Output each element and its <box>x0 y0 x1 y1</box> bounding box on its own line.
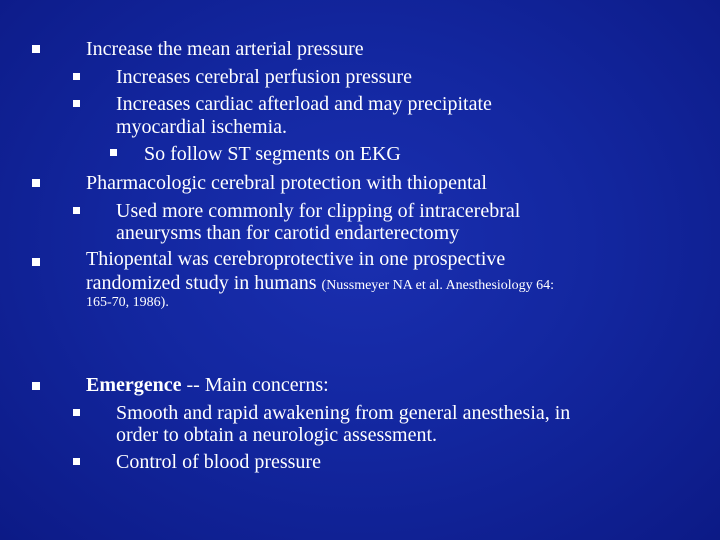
sub-sub-bullet-text: So follow ST segments on EKG <box>144 143 401 165</box>
citation-text: (Nussmeyer NA et al. Anesthesiology 64: <box>321 278 555 293</box>
square-bullet-icon <box>110 149 117 156</box>
bullet-text: Increase the mean arterial pressure <box>86 38 364 60</box>
bullet-text-rest: -- Main concerns: <box>181 374 329 396</box>
sub-bullet-text: Increases cardiac afterload and may precipitate <box>116 93 492 115</box>
sub-bullet-text: Used more commonly for clipping of intracerebral <box>116 200 521 222</box>
sub-bullet-text-cont: aneurysms than for carotid endarterectomy <box>116 222 460 244</box>
citation-text-cont: 165-70, 1986). <box>86 295 169 310</box>
sub-bullet-text: Increases cerebral perfusion pressure <box>116 66 412 88</box>
square-bullet-icon <box>73 207 80 214</box>
square-bullet-icon <box>32 179 40 187</box>
bold-lead-text: Emergence <box>86 374 182 396</box>
sub-bullet-text-cont: order to obtain a neurologic assessment. <box>116 424 438 446</box>
square-bullet-icon <box>32 45 40 53</box>
square-bullet-icon <box>32 382 40 390</box>
bullet-text <box>86 372 329 398</box>
square-bullet-icon <box>73 458 80 465</box>
bullet-text: Pharmacologic cerebral protection with thiopental <box>86 172 487 194</box>
square-bullet-icon <box>73 100 80 107</box>
sub-bullet-text: Control of blood pressure <box>116 451 321 473</box>
bullet-text: Thiopental was cerebroprotective in one prospective <box>86 248 506 270</box>
square-bullet-icon <box>32 258 40 266</box>
square-bullet-icon <box>73 409 80 416</box>
sub-bullet-text-cont: myocardial ischemia. <box>116 116 288 138</box>
bullet-text-main: randomized study in humans <box>86 272 322 294</box>
square-bullet-icon <box>73 73 80 80</box>
sub-bullet-text: Smooth and rapid awakening from general anesthesia, in <box>116 402 571 424</box>
